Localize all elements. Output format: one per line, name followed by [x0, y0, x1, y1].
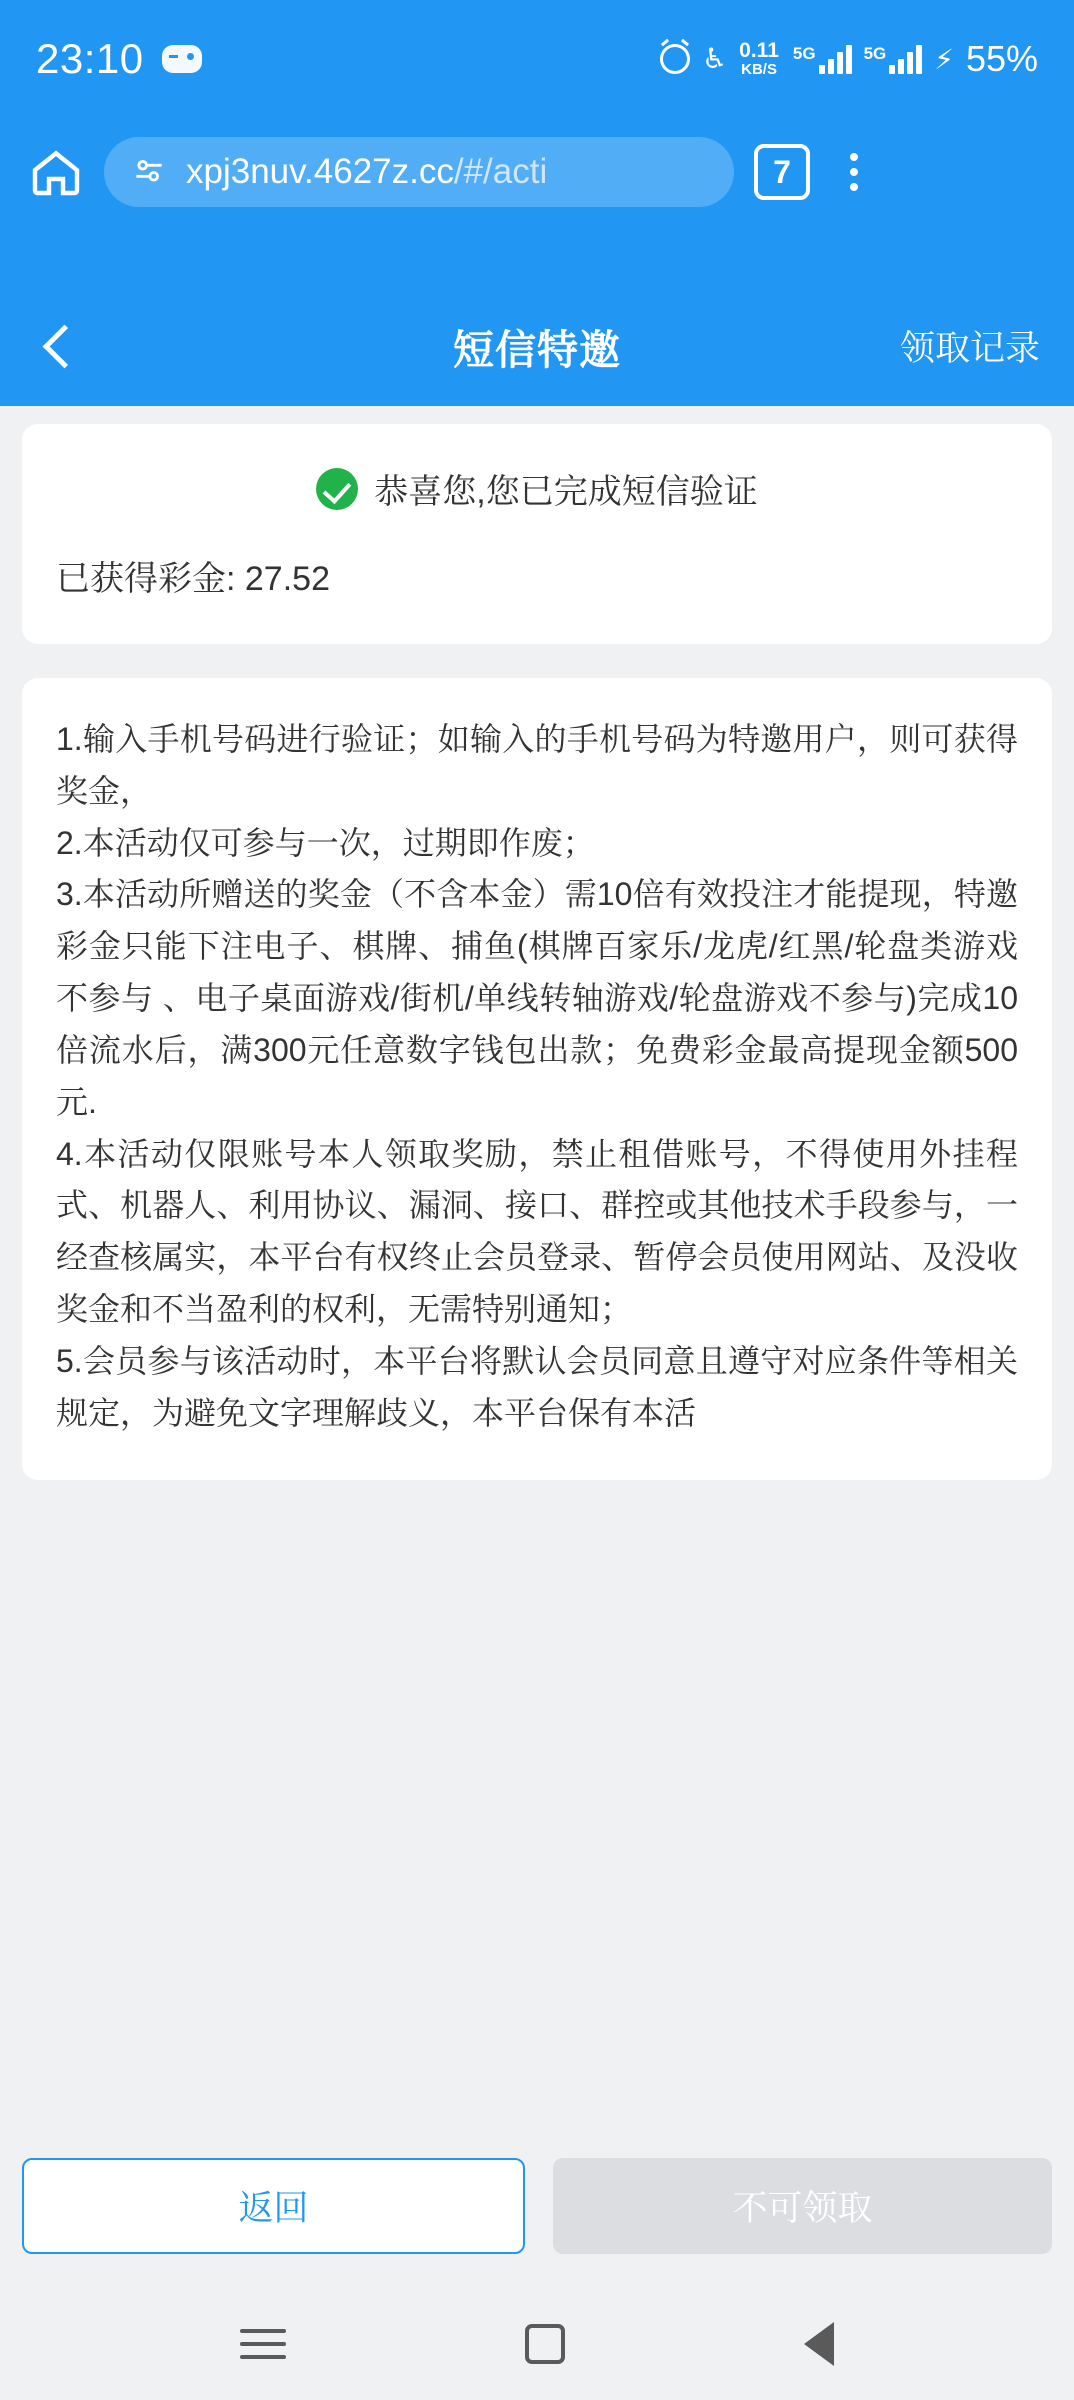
url-path: /#/acti [453, 152, 548, 191]
status-bar-left [36, 35, 202, 83]
back-chevron-icon[interactable] [34, 316, 94, 376]
battery-percentage: 55% [965, 38, 1038, 79]
network-speed-indicator [739, 40, 779, 78]
back-button[interactable]: 返回 [22, 2158, 525, 2254]
bonus-amount-text: 已获得彩金: 27.52 [56, 560, 330, 598]
app-title-bar [0, 286, 1074, 406]
rule-item: 1.输入手机号码进行验证；如输入的手机号码为特邀用户，则可获得奖金， [56, 721, 1018, 809]
browser-toolbar [0, 118, 1074, 226]
game-controller-icon [162, 45, 202, 73]
home-icon[interactable] [28, 144, 84, 200]
nav-home-icon[interactable] [525, 2324, 565, 2364]
claim-button-disabled: 不可领取 [553, 2158, 1052, 2254]
alarm-icon [660, 44, 690, 74]
sim2-signal-bars [889, 44, 922, 74]
sim1-network-label: 5G [792, 44, 816, 63]
address-bar[interactable] [104, 137, 734, 207]
success-row [56, 464, 1018, 513]
charging-bolt-icon: ⚡ [934, 43, 954, 75]
tab-count: 7 [773, 153, 791, 190]
rules-card [22, 678, 1052, 1480]
sim1-signal-bars [819, 44, 852, 74]
site-settings-icon[interactable] [130, 151, 168, 194]
success-message: 恭喜您,您已完成短信验证 [374, 473, 758, 511]
claim-records-link[interactable]: 领取记录 [899, 329, 1040, 368]
rule-item: 2.本活动仅可参与一次，过期即作废； [56, 824, 595, 861]
network-speed-unit: KB/S [741, 61, 777, 79]
rule-item: 5.会员参与该活动时，本平台将默认会员同意且遵守对应条件等相关规定，为避免文字理解歧义，本平台保有本活 [56, 1342, 1018, 1431]
address-bar-url[interactable] [186, 152, 547, 192]
status-bar-right [660, 38, 1038, 80]
status-card [22, 424, 1052, 644]
rule-item: 4.本活动仅限账号本人领取奖励，禁止租借账号，不得使用外挂程式、机器人、利用协议、漏洞、接口、群控或其他技术手段参与，一经查核属实，本平台有权终止会员登录、暂停会员使用网站、及没收奖金和不当盈利的权利，无需特别通知； [56, 1135, 1018, 1328]
url-domain: xpj3nuv.4627z.cc [186, 152, 454, 191]
sim2-signal-indicator [864, 44, 923, 74]
sim1-signal-indicator [793, 44, 852, 74]
success-check-icon [316, 468, 358, 510]
overflow-menu-icon[interactable] [830, 153, 878, 191]
rule-item: 3.本活动所赠送的奖金（不含本金）需10倍有效投注才能提现，特邀彩金只能下注电子、棋牌、捕鱼(棋牌百家乐/龙虎/红黑/轮盘类游戏不参与 、电子桌面游戏/街机/单线转轴游戏/轮盘游戏不参与)完成10倍流水后，满300元任意数字钱包出款；免费彩金最高提现金额500元. [56, 876, 1018, 1120]
status-clock: 23:10 [36, 35, 144, 82]
nav-menu-icon[interactable] [240, 2329, 286, 2359]
page-content [0, 406, 1074, 2400]
nav-back-icon[interactable] [804, 2322, 834, 2366]
footer-actions [0, 2158, 1074, 2254]
network-speed-value: 0.11 [739, 39, 779, 63]
system-navigation-bar [0, 2288, 1074, 2400]
sim2-network-label: 5G [863, 44, 887, 63]
brand-header-spacer [0, 226, 1074, 286]
bluetooth-icon: ♿ [702, 43, 728, 74]
page-title: 短信特邀 [453, 326, 621, 373]
status-bar [0, 0, 1074, 118]
tab-switcher-button[interactable] [754, 144, 810, 200]
